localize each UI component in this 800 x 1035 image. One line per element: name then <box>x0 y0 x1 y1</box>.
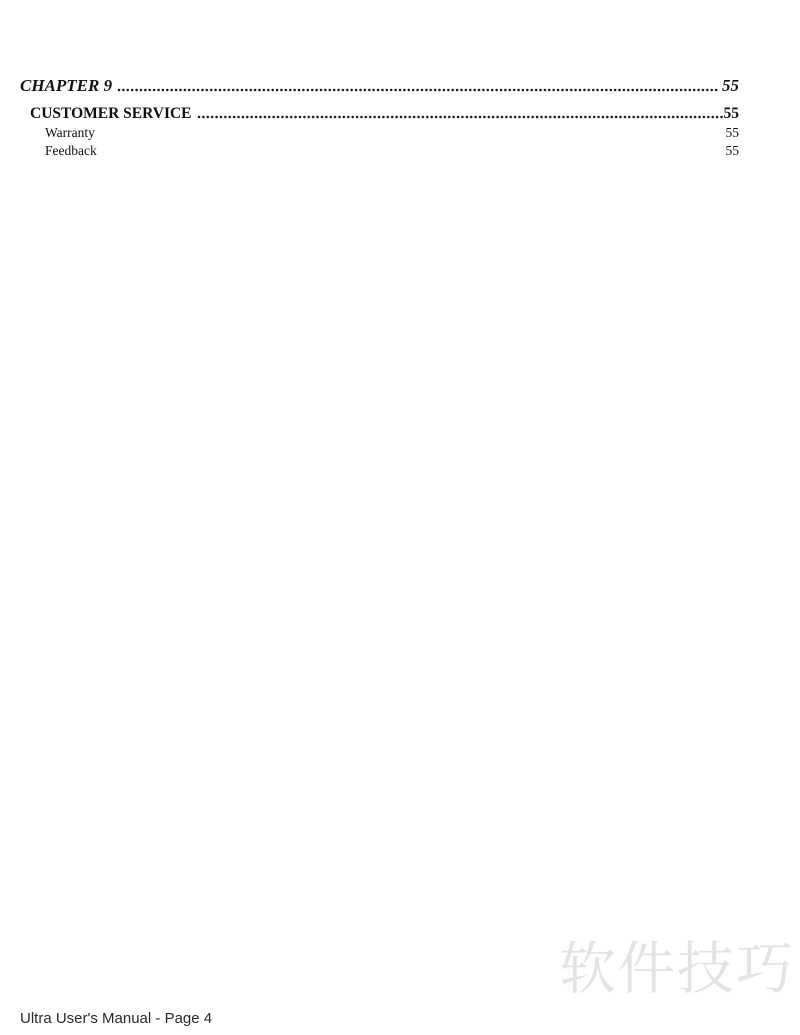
toc-entry-warranty <box>20 125 739 141</box>
toc-entry-label: Warranty <box>45 125 95 140</box>
toc-entry-page-number: 55 <box>722 76 739 95</box>
toc-entry-chapter-9 <box>20 75 739 96</box>
watermark-text: 软件技巧 <box>559 937 795 1001</box>
table-of-contents <box>20 75 739 159</box>
toc-entry-feedback <box>20 143 739 159</box>
footer-page-label: Ultra User's Manual - Page 4 <box>20 1010 213 1027</box>
toc-entry-page-number: 55 <box>725 143 739 158</box>
toc-entry-page-number: 55 <box>725 125 739 140</box>
dot-leader <box>197 113 724 121</box>
toc-entry-label: CUSTOMER SERVICE <box>30 105 192 122</box>
toc-entry-customer-service <box>20 105 739 123</box>
toc-entry-label: Feedback <box>45 143 97 158</box>
dot-leader <box>117 86 719 94</box>
toc-entry-page-number: 55 <box>723 105 739 122</box>
toc-entry-label: CHAPTER 9 <box>20 76 113 95</box>
